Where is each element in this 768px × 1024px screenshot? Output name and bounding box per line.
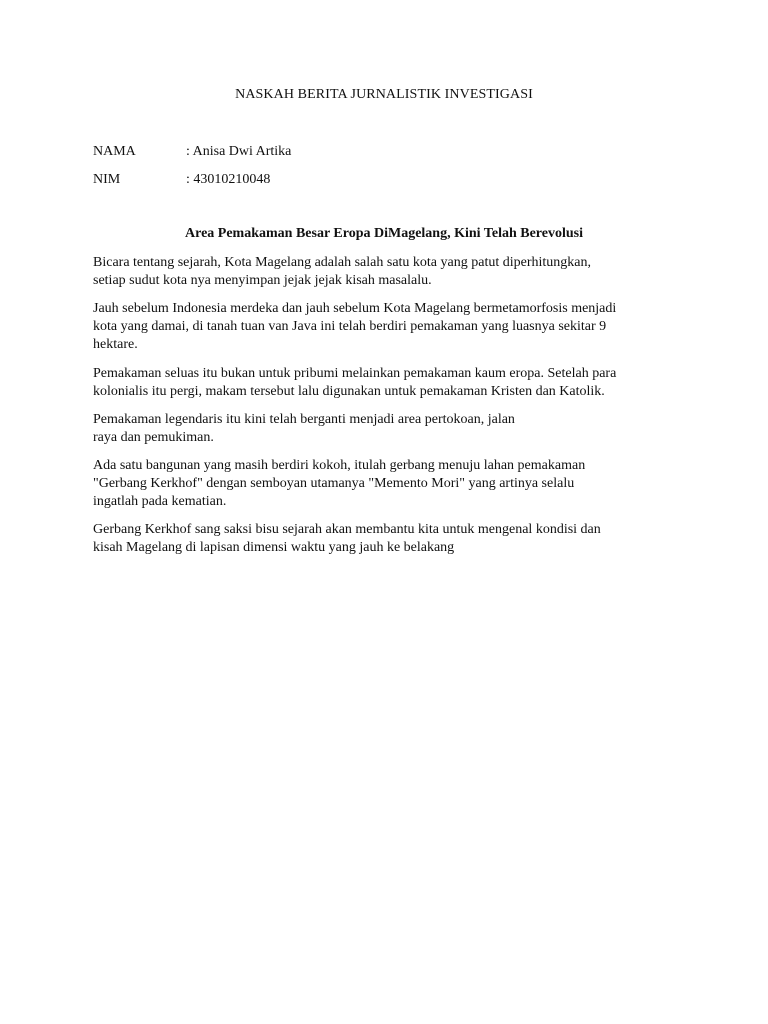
article-title: Area Pemakaman Besar Eropa DiMagelang, Kini Telah Berevolusi [185,226,583,241]
paragraph-line: Pemakaman seluas itu bukan untuk pribumi melainkan pemakaman kaum eropa. Setelah para [93,366,617,381]
meta-label-name: NAMA [93,144,136,159]
paragraph-6 [93,521,683,557]
meta-row-name [93,144,291,160]
paragraph-3 [93,365,683,401]
paragraph-line: Pemakaman legendaris itu kini telah berganti menjadi area pertokoan, jalan [93,412,515,427]
paragraph-line: kisah Magelang di lapisan dimensi waktu yang jauh ke belakang [93,540,455,555]
paragraph-1 [93,254,683,290]
document-title: NASKAH BERITA JURNALISTIK INVESTIGASI [235,87,533,102]
meta-label-nim: NIM [93,172,121,187]
meta-value-nim: : 43010210048 [186,172,271,187]
paragraph-line: Ada satu bangunan yang masih berdiri kokoh, itulah gerbang menuju lahan pemakaman [93,458,586,473]
paragraph-line: raya dan pemukiman. [93,430,214,445]
paragraph-4 [93,411,683,447]
paragraph-line: Gerbang Kerkhof sang saksi bisu sejarah akan membantu kita untuk mengenal kondisi dan [93,522,601,537]
paragraph-line: kolonialis itu pergi, makam tersebut lalu digunakan untuk pemakaman Kristen dan Katolik. [93,384,605,399]
paragraph-line: Bicara tentang sejarah, Kota Magelang adalah salah satu kota yang patut diperhitungkan, [93,255,591,270]
paragraph-line: hektare. [93,337,138,352]
paragraph-5 [93,457,683,511]
meta-row-nim [93,172,270,188]
paragraph-line: setiap sudut kota nya menyimpan jejak jejak kisah masalalu. [93,273,432,288]
paragraph-line: "Gerbang Kerkhof" dengan semboyan utamanya "Memento Mori" yang artinya selalu [93,476,575,491]
paragraph-line: Jauh sebelum Indonesia merdeka dan jauh sebelum Kota Magelang bermetamorfosis menjadi [93,301,617,316]
paragraph-2 [93,300,683,354]
meta-value-name: : Anisa Dwi Artika [186,144,292,159]
paragraph-line: kota yang damai, di tanah tuan van Java ini telah berdiri pemakaman yang luasnya sekitar 9 [93,319,607,334]
paragraph-line: ingatlah pada kematian. [93,494,227,509]
